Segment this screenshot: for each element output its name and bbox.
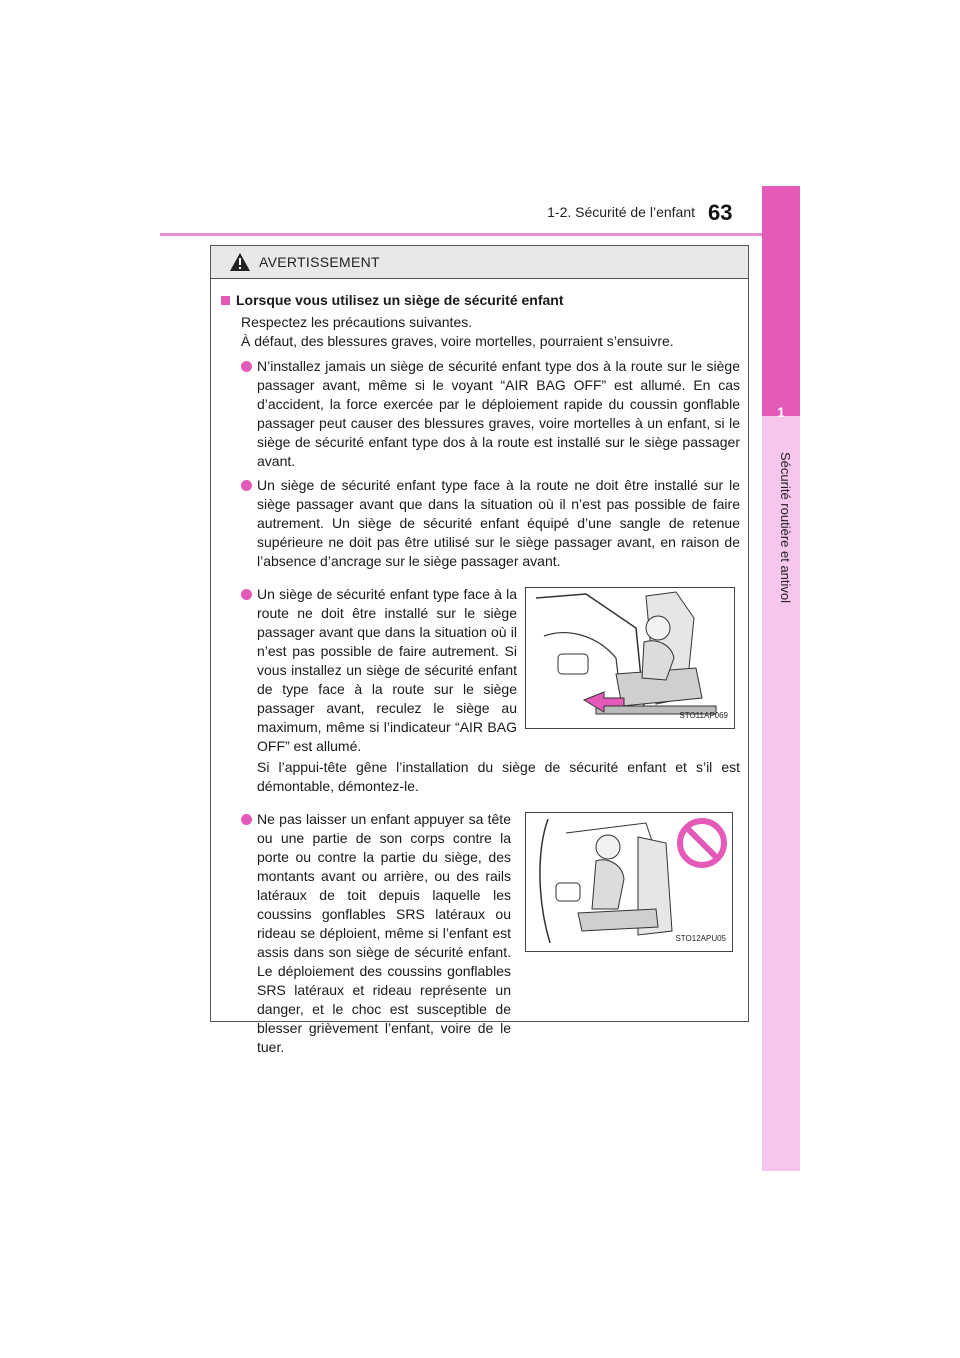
prohibition-icon <box>676 817 728 869</box>
list-item <box>221 476 740 571</box>
warning-header <box>211 246 748 279</box>
bullet-dot-icon <box>241 589 252 600</box>
list-item-with-figure <box>221 585 740 756</box>
chapter-number: 1 <box>777 404 785 420</box>
side-chapter-block <box>762 186 800 416</box>
intro-line-2: À défaut, des blessures graves, voire mortelles, pourraient s’ensuivre. <box>241 333 674 349</box>
list-item-text: Ne pas laisser un enfant appuyer sa tête ou une partie de son corps contre la porte ou contre la partie du siège, des montants avant ou arrière, ou des rails latéraux de toit depuis laquelle les coussins gonflables SRS latéraux ou rideau se déploient, même si l’enfant est assis dans son siège de sécurité enfant. Le déploiement des coussins gonflables SRS latéraux et rideau représente un danger, et le choc est susceptible de blesser grièvement l’enfant, voire de le tuer. <box>257 811 511 1055</box>
list-item <box>221 357 740 471</box>
list-item-text: N’installez jamais un siège de sécurité enfant type dos à la route sur le siège passager avant, même si le voyant “AIR BAG OFF” est allumé. En cas d’accident, la force exercée par le déploiement rapide du coussin gonflable passager peut causer des blessures graves, voire mortelles à un enfant, si le siège de sécurité enfant type dos à la route est installé sur le siège passager avant. <box>257 358 740 469</box>
warning-title: AVERTISSEMENT <box>259 254 380 270</box>
header-rule <box>160 233 800 236</box>
figure-side-airbag-warning <box>525 812 733 952</box>
subheading-text: Lorsque vous utilisez un siège de sécurité enfant <box>236 292 564 308</box>
warning-content <box>211 291 748 1057</box>
warning-box <box>210 245 749 1055</box>
page-number: 63 <box>708 200 733 225</box>
figure-code: STO11AP069 <box>679 711 728 720</box>
list-item-text: Un siège de sécurité enfant type face à la route ne doit être installé sur le siège passager avant que dans la situation où il n’est pas possible de faire autrement. Si vous installez un siège de sécurité enfant de type face à la route sur le siège passager avant, reculez le siège au maximum, même si l’indicateur “AIR BAG OFF” est allumé. <box>257 586 517 754</box>
bullet-dot-icon <box>241 480 252 491</box>
list-item-text: Un siège de sécurité enfant type face à la route ne doit être installé sur le siège passager avant que dans la situation où il n’est pas possible de faire autrement. Un siège de sécurité enfant équipé d’une sangle de retenue supérieure ne doit pas être utilisé sur le siège passager avant, en raison de l’absence d’ancrage sur le siège passager avant. <box>257 477 740 569</box>
intro-line-1: Respectez les précautions suivantes. <box>241 314 473 330</box>
item3-followup: Si l’appui-tête gêne l’installation du siège de sécurité enfant et s’il est démontable, démontez-le. <box>257 759 740 794</box>
chapter-title: Sécurité routière et antivol <box>778 452 793 604</box>
warning-triangle-icon <box>229 252 251 272</box>
subheading <box>221 291 740 310</box>
list-item-with-figure <box>221 810 740 1057</box>
square-bullet-icon <box>221 296 230 305</box>
figure-forward-facing-seat <box>525 587 735 729</box>
bullet-dot-icon <box>241 361 252 372</box>
bullet-dot-icon <box>241 814 252 825</box>
section-header: 1-2. Sécurité de l’enfant <box>547 204 695 220</box>
figure-code: STO12APU05 <box>675 934 726 943</box>
